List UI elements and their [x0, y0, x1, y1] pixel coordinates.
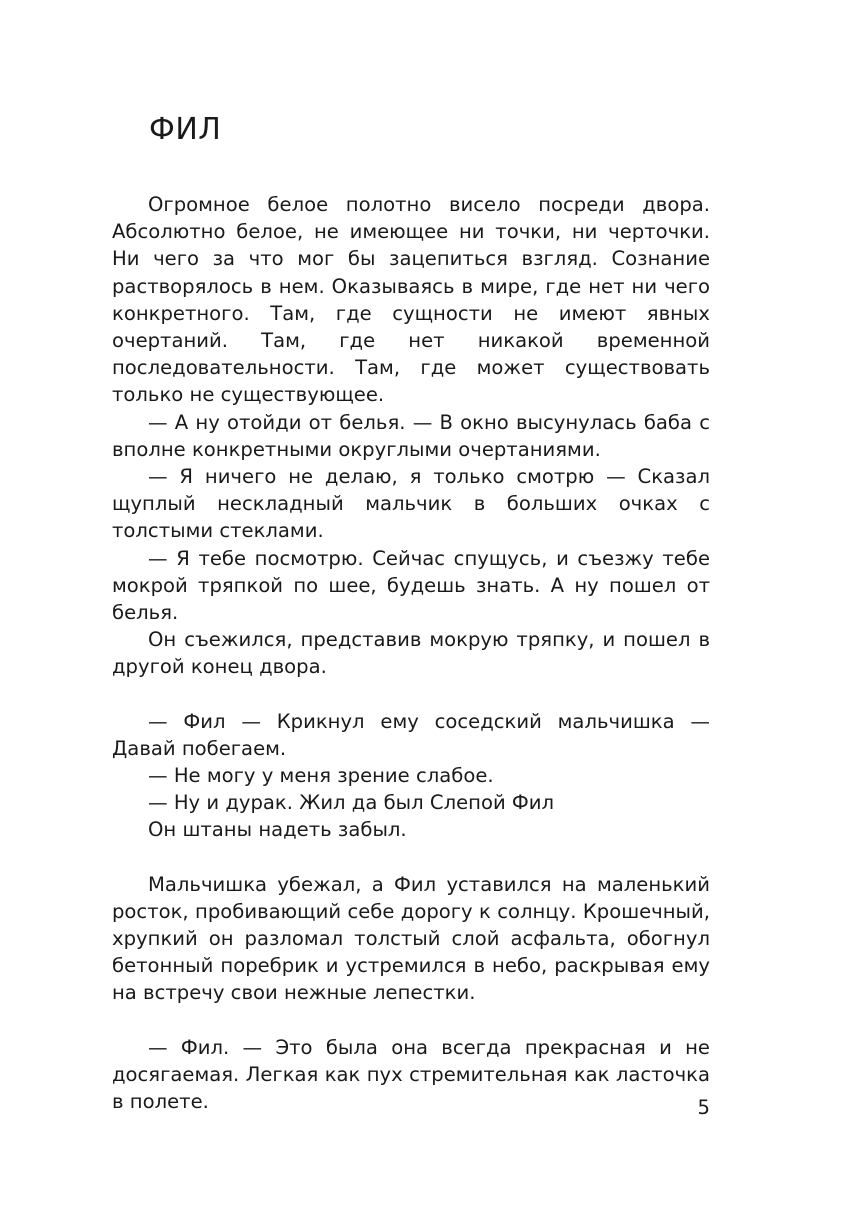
- page-number: 5: [697, 1096, 710, 1119]
- chapter-title: ФИЛ: [149, 112, 222, 147]
- paragraph-2: — А ну отойди от белья. — В окно высунулась баба с вполне конкретными округлыми очертаниями.: [112, 410, 710, 461]
- paragraph-10: Мальчишка убежал, а Фил уставился на маленький росток, пробивающий себе дорогу к солнцу. Крошечный, хрупкий он разломал толстый слой асфальта, обогнул бетонный поребрик и устремился в небо, раскрывая ему на встречу свои нежные лепестки.: [112, 872, 710, 1005]
- paragraph-6: — Фил — Крикнул ему соседский мальчишка — Давай побегаем.: [112, 709, 710, 760]
- paragraph-3: — Я ничего не делаю, я только смотрю — Сказал щуплый нескладный мальчик в больших очках с толстыми стеклами.: [112, 465, 710, 543]
- paragraph-4: — Я тебе посмотрю. Сейчас спущусь, и съезжу тебе мокрой тряпкой по шее, будешь знать. А ну пошел от белья.: [112, 546, 710, 625]
- paragraph-8: — Ну и дурак. Жил да был Слепой Фил: [148, 791, 555, 815]
- paragraph-11: — Фил. — Это была она всегда прекрасная и не досягаемая. Легкая как пух стремительная как ласточка в полете.: [112, 1035, 710, 1114]
- chapter-body: [112, 191, 710, 1115]
- paragraph-7: — Не могу у меня зрение слабое.: [148, 764, 494, 788]
- paragraph-1: Огромное белое полотно висело посреди двора. Абсолютно белое, не имеющее ни точки, ни черточки. Ни чего за что мог бы зацепиться взгляд. Сознание растворялось в нем. Оказываясь в мире, где нет ни чего конкретного. Там, где сущности не имеют явных очертаний. Там, где нет никакой временной последовательности. Там, где может существовать только не существующее.: [112, 193, 710, 407]
- paragraph-5: Он съежился, представив мокрую тряпку, и пошел в другой конец двора.: [112, 628, 710, 679]
- paragraph-9: Он штаны надеть забыл.: [148, 818, 407, 842]
